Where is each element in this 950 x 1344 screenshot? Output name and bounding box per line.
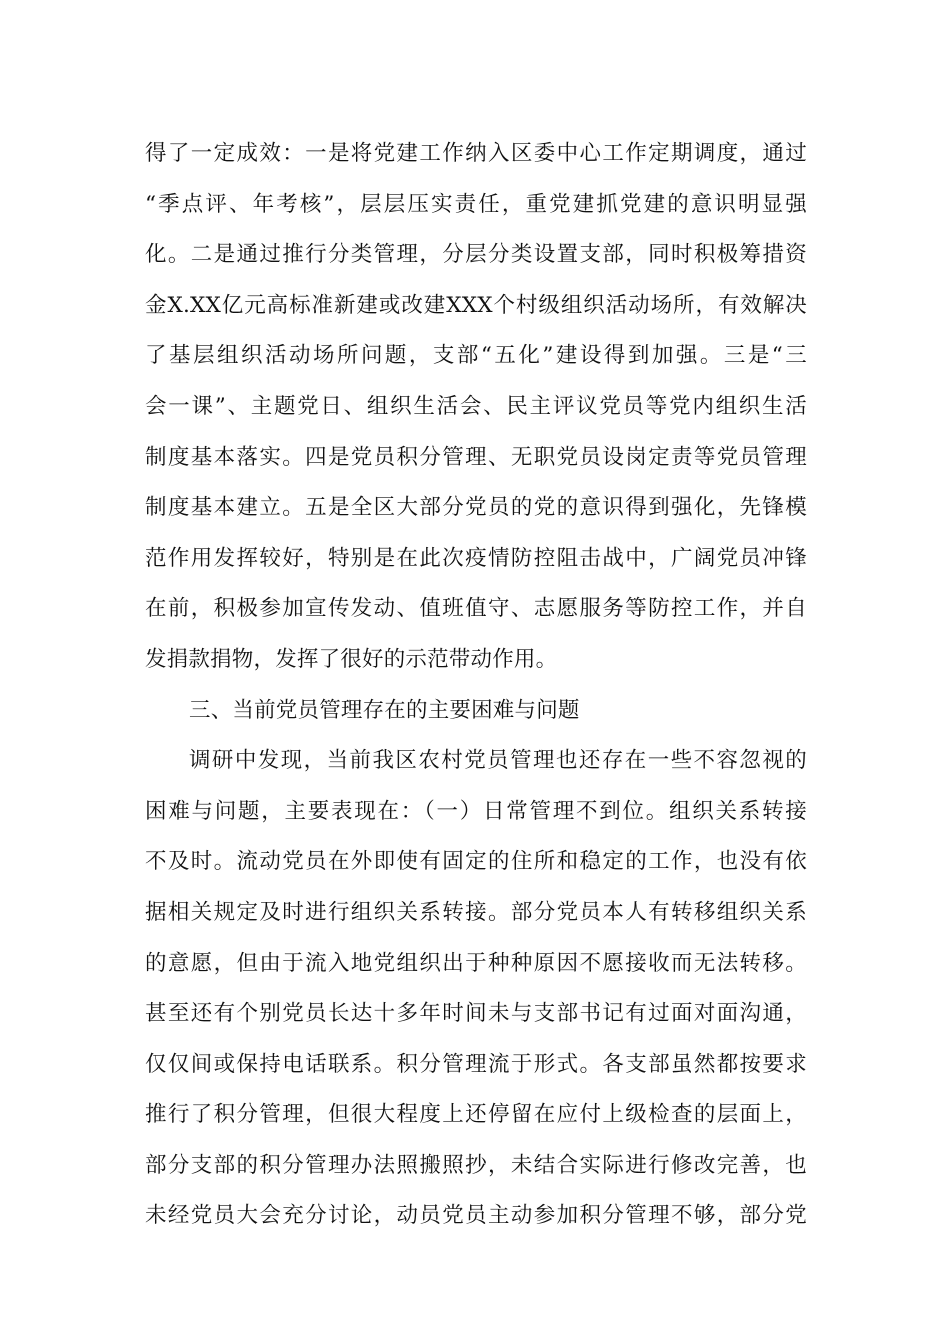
- paragraph-line: “季点评、年考核”，层层压实责任，重党建抓党建的意识明显强: [145, 191, 807, 217]
- paragraph-line: 在前，积极参加宣传发动、值班值守、志愿服务等防控工作，并自: [145, 596, 807, 622]
- paragraph-line: 范作用发挥较好，特别是在此次疫情防控阻击战中，广阔党员冲锋: [145, 545, 807, 571]
- paragraph-line: 制度基本落实。四是党员积分管理、无职党员设岗定责等党员管理: [145, 444, 807, 470]
- paragraph-line: 得了一定成效：一是将党建工作纳入区委中心工作定期调度，通过: [145, 141, 807, 166]
- document-body: [145, 129, 807, 1242]
- paragraph-line: 据相关规定及时进行组织关系转接。部分党员本人有转移组织关系: [145, 899, 807, 925]
- paragraph-line: 推行了积分管理，但很大程度上还停留在应付上级检查的层面上，: [145, 1102, 807, 1128]
- paragraph-line: 发捐款捐物，发挥了很好的示范带动作用。: [145, 646, 558, 672]
- paragraph-line: 了基层组织活动场所问题，支部“五化”建设得到加强。三是“三: [145, 343, 807, 369]
- paragraph-line: 未经党员大会充分讨论，动员党员主动参加积分管理不够，部分党: [145, 1203, 807, 1229]
- paragraph-line: 制度基本建立。五是全区大部分党员的党的意识得到强化，先锋模: [145, 495, 807, 521]
- paragraph-line: 困难与问题，主要表现在：（一）日常管理不到位。组织关系转接: [145, 798, 807, 824]
- paragraph-line: 会一课”、主题党日、组织生活会、民主评议党员等党内组织生活: [145, 393, 807, 419]
- paragraph-line: 部分支部的积分管理办法照搬照抄，未结合实际进行修改完善，也: [145, 1152, 807, 1178]
- paragraph-line: 金X.XX亿元高标准新建或改建XXX个村级组织活动场所，有效解决: [145, 292, 807, 318]
- paragraph-line: 化。二是通过推行分类管理，分层分类设置支部，同时积极筹措资: [145, 242, 807, 268]
- paragraph-line: 甚至还有个别党员长达十多年时间未与支部书记有过面对面沟通，: [145, 1001, 807, 1027]
- paragraph-line: 不及时。流动党员在外即使有固定的住所和稳定的工作，也没有依: [145, 849, 807, 875]
- paragraph-line: 调研中发现，当前我区农村党员管理也还存在一些不容忽视的: [189, 748, 807, 774]
- paragraph-line: 仅仅间或保持电话联系。积分管理流于形式。各支部虽然都按要求: [145, 1051, 807, 1077]
- section-heading: 三、当前党员管理存在的主要困难与问题: [189, 697, 580, 723]
- paragraph-line: 的意愿，但由于流入地党组织出于种种原因不愿接收而无法转移。: [145, 950, 807, 976]
